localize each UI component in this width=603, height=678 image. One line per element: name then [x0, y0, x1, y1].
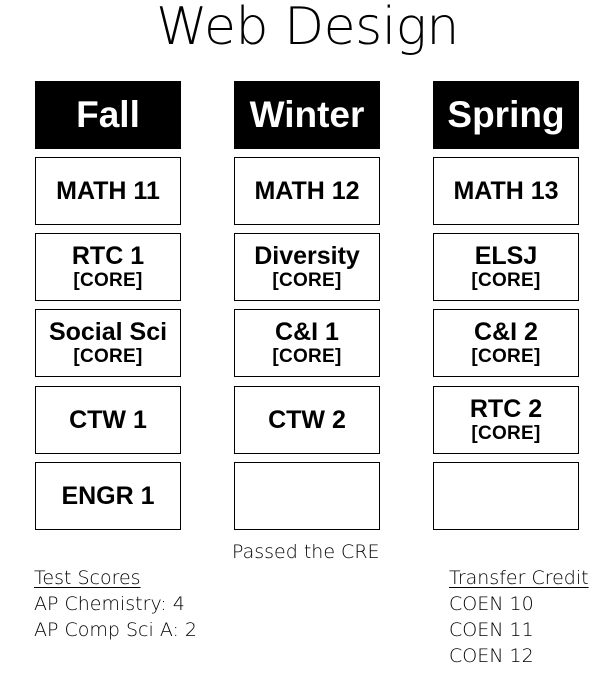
course-box: [35, 462, 181, 530]
course-name: CTW 1: [69, 406, 147, 434]
course-name: Social Sci: [48, 318, 168, 346]
page-title: Web Design: [156, 0, 459, 57]
course-box: [433, 233, 579, 301]
column-winter: [234, 81, 380, 434]
transfer-credit-section: [449, 565, 589, 669]
course-box: [35, 233, 181, 301]
course-box: [234, 386, 380, 454]
column-header-winter: Winter: [234, 81, 380, 149]
cre-note: Passed the CRE: [232, 541, 380, 563]
transfer-credit-item: COEN 12: [449, 645, 534, 667]
course-box-empty: [433, 462, 579, 530]
course-box: [234, 157, 380, 225]
course-box: [35, 309, 181, 377]
transfer-credit-item: COEN 10: [449, 593, 534, 615]
course-tag: [CORE]: [73, 270, 143, 291]
test-score-item: AP Comp Sci A: 2: [34, 619, 198, 641]
test-scores-heading: Test Scores: [34, 567, 141, 589]
transfer-credit-item: COEN 11: [449, 619, 534, 641]
course-name: RTC 1: [71, 242, 145, 270]
column-header-spring: Spring: [433, 81, 579, 149]
course-tag: [CORE]: [471, 270, 541, 291]
course-name: MATH 12: [254, 177, 360, 205]
column-header-fall: Fall: [35, 81, 181, 149]
course-box: [234, 309, 380, 377]
course-box: [433, 386, 579, 454]
course-tag: [CORE]: [272, 270, 342, 291]
course-name: MATH 11: [56, 177, 160, 205]
course-tag: [CORE]: [471, 423, 541, 444]
course-name: ELSJ: [474, 242, 538, 270]
course-box-empty: [234, 462, 380, 530]
course-tag: [CORE]: [73, 346, 143, 367]
course-box: [35, 157, 181, 225]
course-name: RTC 2: [469, 395, 543, 423]
course-box: [433, 309, 579, 377]
test-scores-section: [34, 565, 197, 643]
column-spring: [433, 81, 579, 444]
course-box: [433, 157, 579, 225]
test-score-item: AP Chemistry: 4: [34, 593, 185, 615]
transfer-credit-heading: Transfer Credit: [449, 567, 589, 589]
course-name: MATH 13: [453, 177, 559, 205]
course-name: C&I 1: [275, 318, 339, 346]
course-box: [234, 233, 380, 301]
course-name: CTW 2: [268, 406, 346, 434]
course-name: C&I 2: [474, 318, 538, 346]
course-box: [35, 386, 181, 454]
course-tag: [CORE]: [272, 346, 342, 367]
course-name: ENGR 1: [61, 482, 155, 510]
course-name: Diversity: [254, 242, 360, 270]
course-tag: [CORE]: [471, 346, 541, 367]
column-fall: [35, 81, 181, 510]
